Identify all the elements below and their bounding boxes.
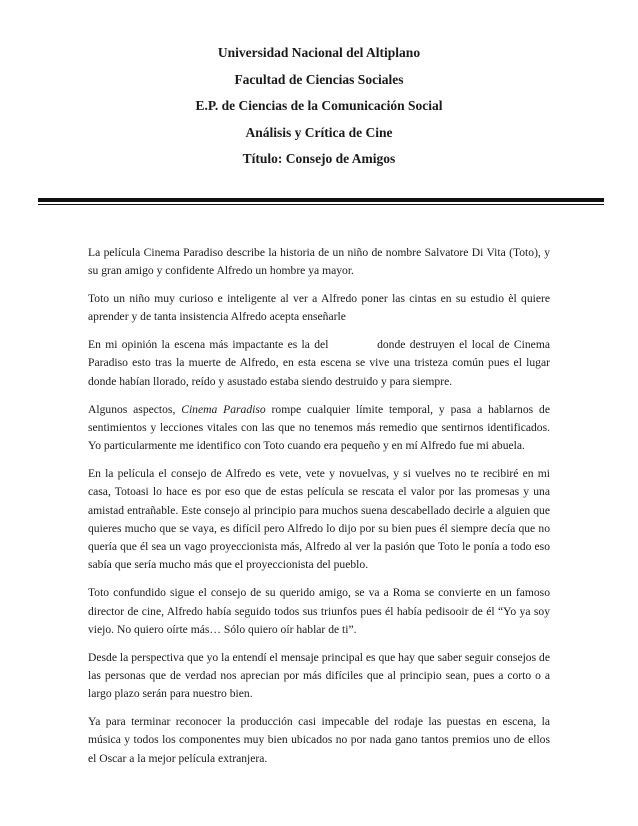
course-name: Análisis y Crítica de Cine bbox=[245, 124, 393, 140]
paragraph-4-end: rompe cualquier límite temporal, y pasa a hablarnos de sentimientos y lecciones vitales con las que no tenemos más remedio que sentirnos identificados. Yo particularmente me identifico con Toto cuando era pequeño y en mí Alfredo fue mi abuela. bbox=[88, 402, 550, 453]
paragraph-3-start: En mi opinión la escena más impactante es la del bbox=[88, 338, 329, 352]
paragraph-1: La película Cinema Paradiso describe la historia de un niño de nombre Salvatore Di Vita (Toto), y su gran amigo y confidente Alfredo un hombre ya mayor. bbox=[88, 246, 550, 278]
document-header bbox=[0, 40, 638, 173]
faculty-name: Facultad de Ciencias Sociales bbox=[234, 71, 404, 87]
document-body bbox=[88, 244, 550, 777]
header-divider-thick bbox=[38, 198, 604, 202]
paragraph-3-end: donde destruyen el local de Cinema Paradiso esto tras la muerte de Alfredo, en esta escena se vive una tristeza común pues el lugar donde habían llorado, reído y asustado estaba siendo destruido y para siempre. bbox=[88, 338, 550, 388]
paragraph-3 bbox=[88, 336, 550, 391]
header-divider-thin bbox=[38, 204, 604, 205]
paragraph-8: Ya para terminar reconocer la producción casi impecable del rodaje las puestas en escena, la música y todos los componentes muy bien ubicados no por nada gano tantos premios uno de ellos el Oscar a la mejor película extranjera. bbox=[88, 715, 550, 765]
university-name: Universidad Nacional del Altiplano bbox=[217, 45, 421, 60]
document-title: Título: Consejo de Amigos bbox=[242, 151, 396, 166]
school-name: E.P. de Ciencias de la Comunicación Social bbox=[195, 98, 443, 113]
paragraph-5: En la película el consejo de Alfredo es vete, vete y novuelvas, y si vuelves no te recibiré en mi casa, Totoasi lo hace es por eso que de estas película se rescata el valor por las promesas y una amistad entrañable. Este consejo al principio para muchos suena descabellado decirle a alguien que quieres mucho que se vaya, es difícil pero Alfredo lo dijo por su bien pues él siempre decía que no quería que él sea un vago proyeccionista más, Alfredo al ver la pasión que Toto le ponía a todo eso sabía que sería mucho más que el proyeccionista del pueblo. bbox=[88, 466, 550, 572]
film-title-italic: Cinema Paradiso bbox=[181, 402, 266, 416]
paragraph-6: Toto confundido sigue el consejo de su querido amigo, se va a Roma se convierte en un famoso director de cine, Alfredo había seguido todos sus triunfos pues él había pedisooir de él “Yo ya soy viejo. No quiero oírte más… Sólo quiero oír hablar de ti”. bbox=[88, 586, 550, 636]
paragraph-4-start: Algunos aspectos, bbox=[88, 402, 176, 416]
paragraph-2: Toto un niño muy curioso e inteligente al ver a Alfredo poner las cintas en su estudio èl quiere aprender y de tanta insistencia Alfredo acepta enseñarle bbox=[88, 292, 550, 324]
paragraph-4 bbox=[88, 401, 550, 456]
paragraph-7: Desde la perspectiva que yo la entendí el mensaje principal es que hay que saber seguir consejos de las personas que de verdad nos aprecian por más difíciles que al principio sean, pues a corto o a largo plazo serán para nuestro bien. bbox=[88, 650, 550, 701]
